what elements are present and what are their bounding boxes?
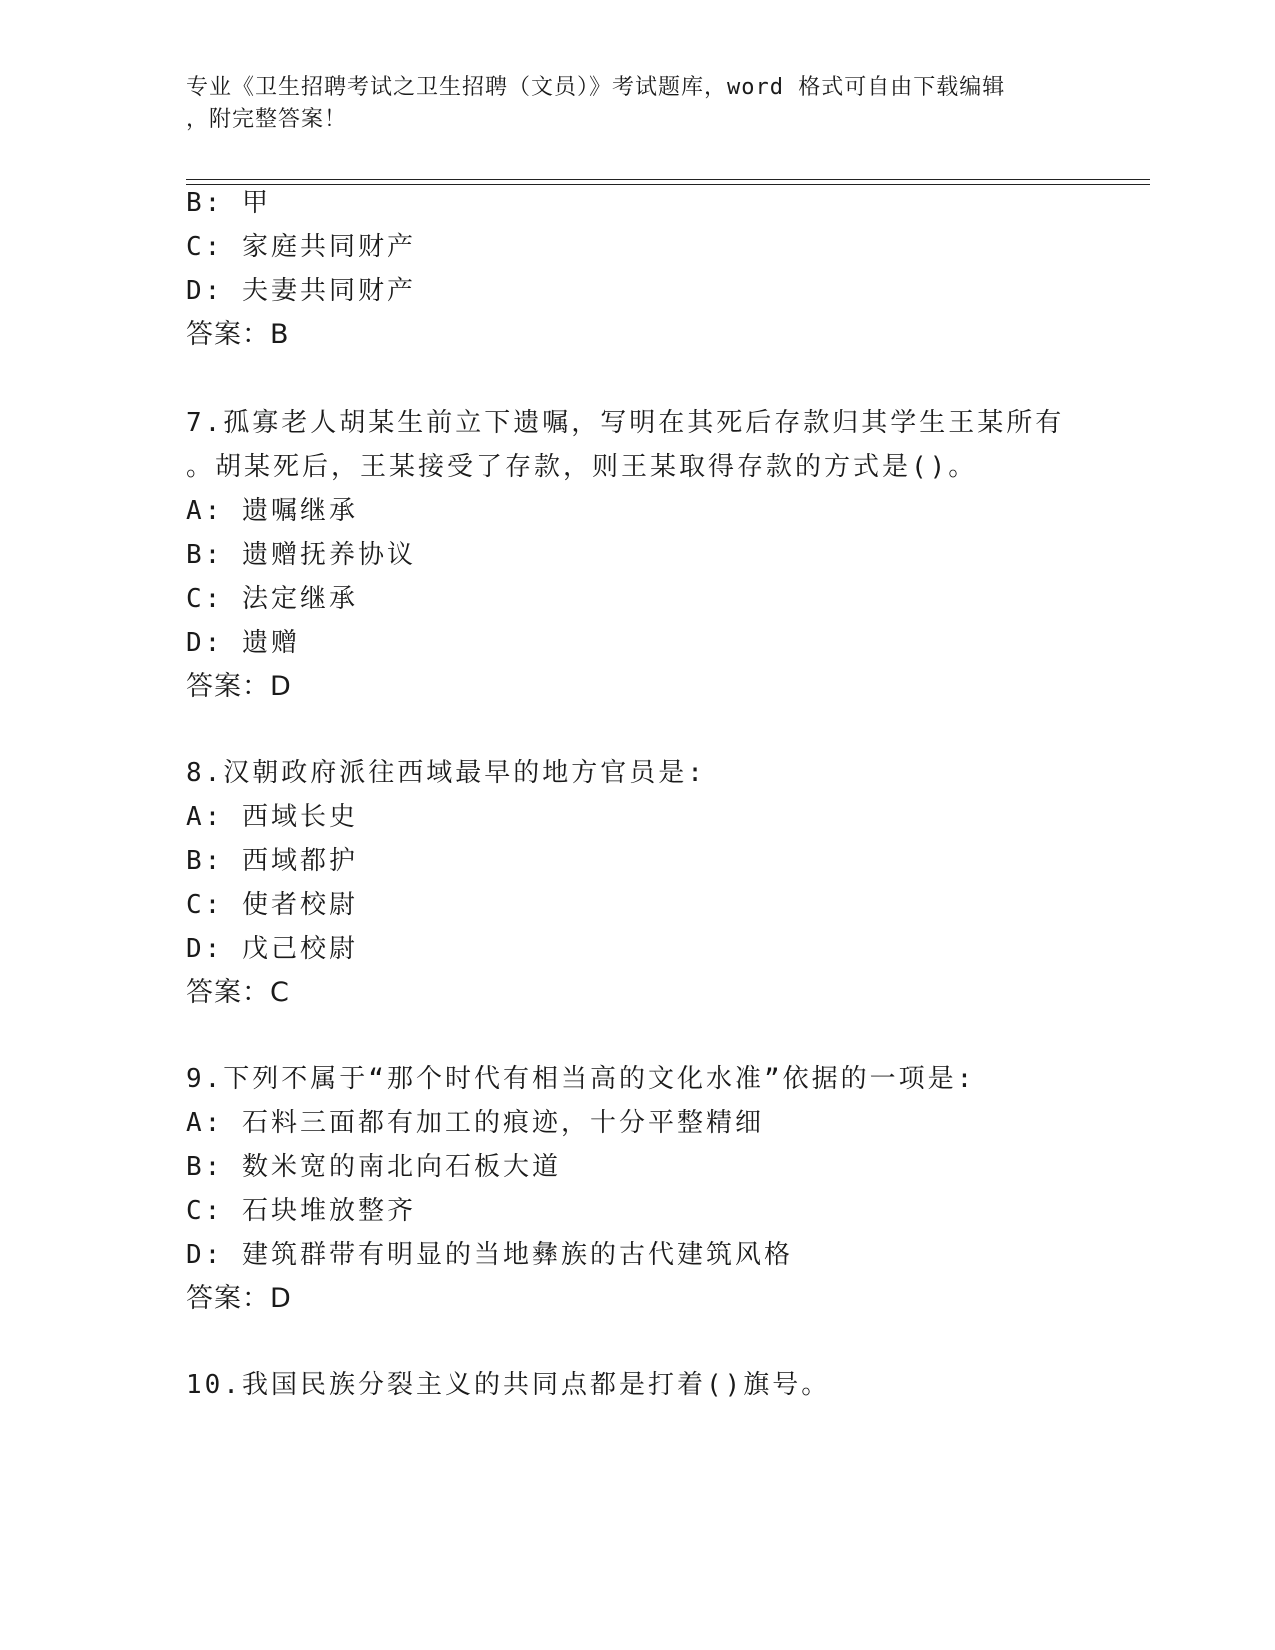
q6-answer: 答案：B bbox=[186, 319, 290, 350]
document-header bbox=[186, 72, 1086, 136]
q6-option-c: C: 家庭共同财产 bbox=[186, 232, 416, 262]
q9-option-d: D: 建筑群带有明显的当地彝族的古代建筑风格 bbox=[186, 1240, 793, 1270]
header-line-1: 专业《卫生招聘考试之卫生招聘（文员）》考试题库，word 格式可自由下载编辑 bbox=[186, 75, 1006, 100]
q7-option-a: A: 遗嘱继承 bbox=[186, 496, 358, 526]
q9-option-b: B: 数米宽的南北向石板大道 bbox=[186, 1152, 561, 1182]
q7-stem-line-2: 。胡某死后，王某接受了存款，则王某取得存款的方式是()。 bbox=[186, 452, 978, 482]
header-divider-bottom bbox=[186, 184, 1150, 185]
q7-answer: 答案：D bbox=[186, 671, 292, 702]
q6-option-d: D: 夫妻共同财产 bbox=[186, 276, 416, 306]
q7-option-d: D: 遗赠 bbox=[186, 628, 300, 658]
q9-answer: 答案：D bbox=[186, 1283, 292, 1314]
header-line-2: ，附完整答案！ bbox=[186, 107, 348, 132]
q10-stem-line-1: 10.我国民族分裂主义的共同点都是打着()旗号。 bbox=[186, 1370, 831, 1400]
q8-option-b: B: 西域都护 bbox=[186, 846, 358, 876]
q8-option-d: D: 戊己校尉 bbox=[186, 934, 358, 964]
q7-option-c: C: 法定继承 bbox=[186, 584, 358, 614]
q6-option-b: B: 甲 bbox=[186, 188, 271, 218]
q8-answer: 答案：C bbox=[186, 977, 290, 1008]
q8-option-c: C: 使者校尉 bbox=[186, 890, 358, 920]
q8-stem-line-1: 8.汉朝政府派往西域最早的地方官员是: bbox=[186, 758, 706, 788]
q9-option-c: C: 石块堆放整齐 bbox=[186, 1196, 416, 1226]
header-divider-top bbox=[186, 179, 1150, 180]
q8-option-a: A: 西域长史 bbox=[186, 802, 358, 832]
q7-option-b: B: 遗赠抚养协议 bbox=[186, 540, 416, 570]
q9-stem-line-1: 9.下列不属于“那个时代有相当高的文化水准”依据的一项是: bbox=[186, 1064, 976, 1094]
q9-option-a: A: 石料三面都有加工的痕迹，十分平整精细 bbox=[186, 1108, 764, 1138]
q7-stem-line-1: 7.孤寡老人胡某生前立下遗嘱，写明在其死后存款归其学生王某所有 bbox=[186, 408, 1065, 438]
